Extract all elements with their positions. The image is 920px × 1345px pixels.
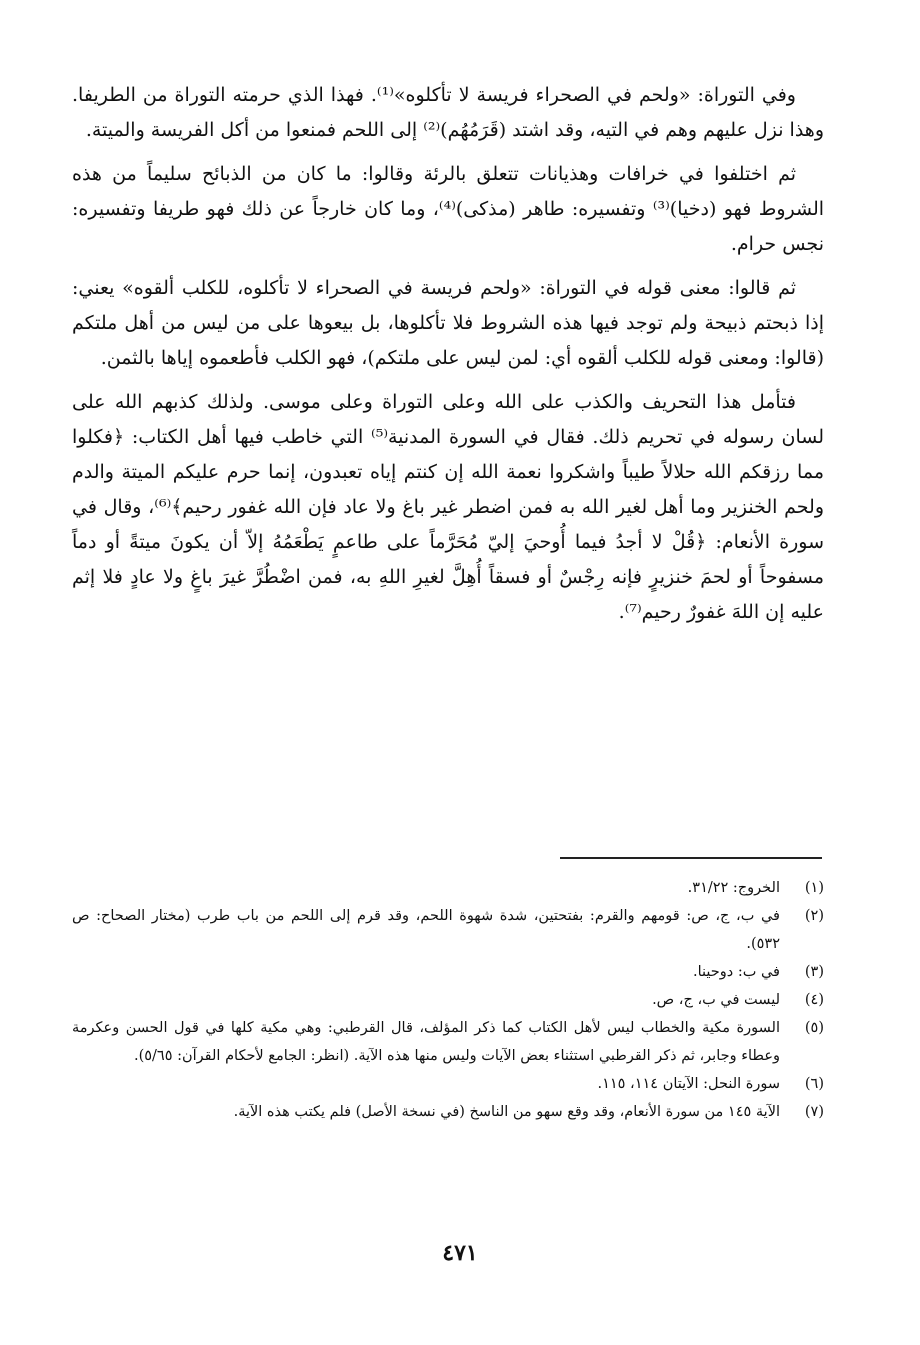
paragraph: وفي التوراة: «ولحم في الصحراء فريسة لا تأكلوه»⁽¹⁾. فهذا الذي حرمته التوراة من الطريفا. وهذا نزل عليهم وهم في التيه، وقد اشتد (قَرَمُهُم)⁽²⁾ إلى اللحم فمنعوا من أكل الفريسة والميتة. (72, 84, 824, 141)
main-text (72, 78, 824, 639)
paragraph: ثم اختلفوا في خرافات وهذيانات تتعلق بالرئة وقالوا: ما كان من الذبائح سليماً من هذه الشروط فهو (دخيا)⁽³⁾ وتفسيره: طاهر (مذكى)⁽⁴⁾، وما كان خارجاً عن ذلك فهو طريفا وتفسيره: نجس حرام. (72, 163, 825, 255)
footnote-number: (٧) (804, 1104, 824, 1120)
footnote-number: (٣) (804, 964, 824, 980)
footnote (72, 958, 824, 986)
footnote (72, 874, 824, 902)
page-number: ٤٧١ (442, 1240, 478, 1266)
footnote-text: الآية ١٤٥ من سورة الأنعام، وقد وقع سهو من الناسخ (في نسخة الأصل) فلم يكتب هذه الآية. (233, 1104, 780, 1120)
footnote (72, 1070, 824, 1098)
footnotes (72, 874, 824, 1126)
footnote-text: السورة مكية والخطاب ليس لأهل الكتاب كما ذكر المؤلف، قال القرطبي: وهي مكية كلها في قول الحسن وعكرمة وعطاء وجابر، ثم ذكر القرطبي استثناء بعض الآيات وليس منها هذه الآية. (انظر: الجامع لأحكام القرآن: ٥/٦٥). (72, 1020, 780, 1064)
paragraph: ثم قالوا: معنى قوله في التوراة: «ولحم فريسة في الصحراء لا تأكلوه، للكلب ألقوه» يعني: إذا ذبحتم ذبيحة ولم توجد فيها هذه الشروط فلا تأكلوها، بل بيعوها على من ليس من أهل ملتكم (قالوا: ومعنى قوله للكلب ألقوه أي: لمن ليس على ملتكم)، فهو الكلب فأطعموه إياها بالثمن. (72, 277, 824, 369)
footnote (72, 1098, 824, 1126)
footnote-text: في ب، ج، ص: قومهم والقرم: بفتحتين، شدة شهوة اللحم، وقد قرم إلى اللحم من باب طرب (مختار الصحاح: ص ٥٣٢). (72, 908, 780, 952)
footnote-text: الخروج: ٣١/٢٢. (687, 880, 780, 896)
footnote-text: في ب: دوحينا. (693, 964, 780, 980)
footnote-number: (٦) (804, 1076, 824, 1092)
footnote (72, 902, 824, 958)
paragraph: فتأمل هذا التحريف والكذب على الله وعلى التوراة وعلى موسى. ولذلك كذبهم الله على لسان رسوله في تحريم ذلك. فقال في السورة المدنية⁽⁵⁾ التي خاطب فيها أهل الكتاب: ﴿فكلوا مما رزقكم الله حلالاً طيباً واشكروا نعمة الله إن كنتم إياه تعبدون، إنما حرم عليكم الميتة والدم ولحم الخنزير وما أهل لغير الله به فمن اضطر غير باغ ولا عاد فإن الله غفور رحيم﴾⁽⁶⁾، وقال في سورة الأنعام: ﴿قُلْ لا أجدُ فيما أُوحيَ إليّ مُحَرَّماً على طاعمٍ يَطْعَمُهُ إلاّ أن يكونَ ميتةً أو دماً مسفوحاً أو لحمَ خنزيرٍ فإنه رِجْسٌ أو فسقاً أُهِلَّ لغيرِ اللهِ به، فمن اضْطُرَّ غيرَ باغٍ ولا عادٍ فلا إثم عليه إن اللهَ غفورٌ رحيم⁽⁷⁾. (72, 391, 824, 623)
footnote-number: (٢) (804, 908, 824, 924)
footnote-number: (٥) (804, 1020, 824, 1036)
footnote (72, 986, 824, 1014)
footnote-divider (560, 857, 822, 859)
footnote-number: (١) (804, 880, 824, 896)
footnote-number: (٤) (804, 992, 824, 1008)
footnote-text: سورة النحل: الآيتان ١١٤، ١١٥. (597, 1076, 780, 1092)
footnote-text: ليست في ب، ج، ص. (652, 992, 780, 1008)
footnote (72, 1014, 824, 1070)
